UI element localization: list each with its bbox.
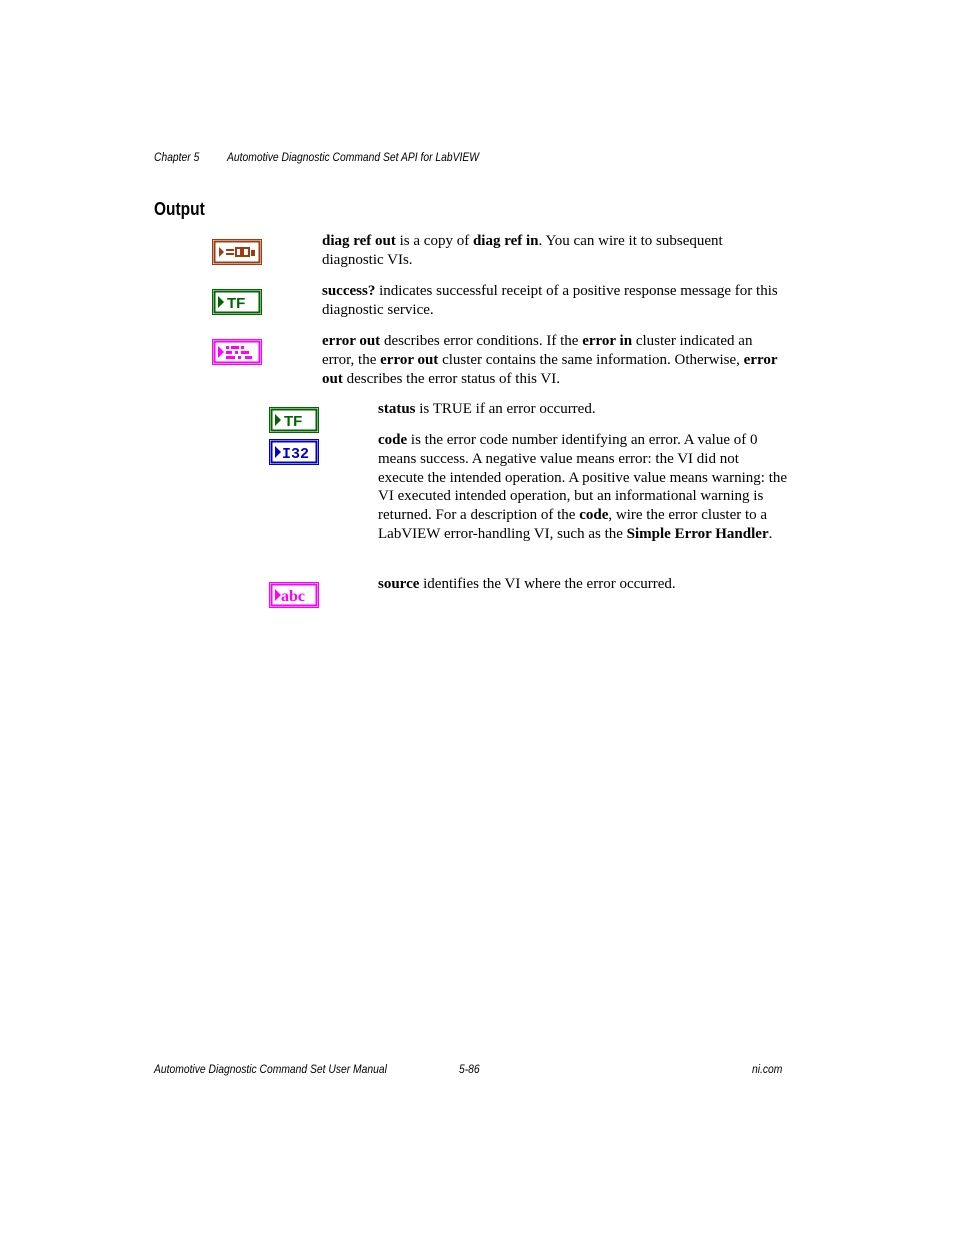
refnum-terminal-icon <box>212 239 262 265</box>
svg-text:TF: TF <box>227 295 246 312</box>
param-ref: error in <box>582 333 633 349</box>
param-name: error out <box>322 333 381 349</box>
diag-ref-out-description <box>322 232 782 270</box>
icon-glyph-text: I32 <box>282 446 310 463</box>
param-ref: error out <box>380 351 439 368</box>
source-description <box>378 575 788 594</box>
desc-text: . <box>768 525 773 542</box>
error-out-description <box>322 332 782 388</box>
code-description <box>378 431 788 544</box>
footer-page-number: 5-86 <box>459 1062 480 1076</box>
desc-text: , wire the error cluster to a LabVIEW error-handling VI, such as the <box>378 507 768 542</box>
running-header-title: Automotive Diagnostic Command Set API for LabVIEW <box>227 150 479 164</box>
icon-glyph-text: abc <box>281 588 305 605</box>
status-description <box>378 400 788 419</box>
desc-text: indicates successful receipt of a positive response message for this diagnostic service. <box>322 283 778 318</box>
desc-text: is the error code number identifying an error. A value of 0 means success. A negative value means error: the VI did not execute the intended operation. A positive value means warning: the VI executed intended operation, but an informational warning is returned. For a description of the <box>378 432 788 524</box>
footer-site: ni.com <box>752 1062 783 1076</box>
boolean-tf-terminal-icon <box>269 407 319 433</box>
running-header-chapter: Chapter 5 <box>154 150 200 164</box>
icon-glyph-text: TF <box>284 413 303 430</box>
desc-text: identifies the VI where the error occurred. <box>419 576 676 592</box>
section-title: Output <box>154 199 205 219</box>
param-name: code <box>378 432 408 448</box>
desc-text: . You can wire it to subsequent diagnostic VIs. <box>322 233 723 268</box>
param-ref: Simple Error Handler <box>626 525 769 542</box>
boolean-tf-terminal-icon <box>212 289 262 315</box>
param-ref: error out <box>322 351 778 387</box>
param-name: diag ref out <box>322 233 396 249</box>
param-ref: diag ref in <box>472 233 539 249</box>
desc-text: cluster contains the same information. Otherwise, <box>438 351 744 368</box>
param-name: source <box>378 576 420 592</box>
desc-text: is a copy of <box>395 233 473 249</box>
i32-terminal-icon <box>269 439 319 465</box>
desc-text: describes error conditions. If the <box>380 333 583 349</box>
desc-text: is TRUE if an error occurred. <box>415 401 596 417</box>
error-cluster-terminal-icon <box>212 339 262 365</box>
param-ref: code <box>579 507 609 524</box>
footer-manual-title: Automotive Diagnostic Command Set User Manual <box>154 1062 387 1076</box>
string-abc-terminal-icon <box>269 582 319 608</box>
desc-text: cluster indicated an error, the <box>322 333 753 368</box>
success-description <box>322 282 782 320</box>
param-name: success? <box>322 283 376 299</box>
param-name: status <box>378 401 416 417</box>
desc-text: describes the error status of this VI. <box>342 370 561 387</box>
